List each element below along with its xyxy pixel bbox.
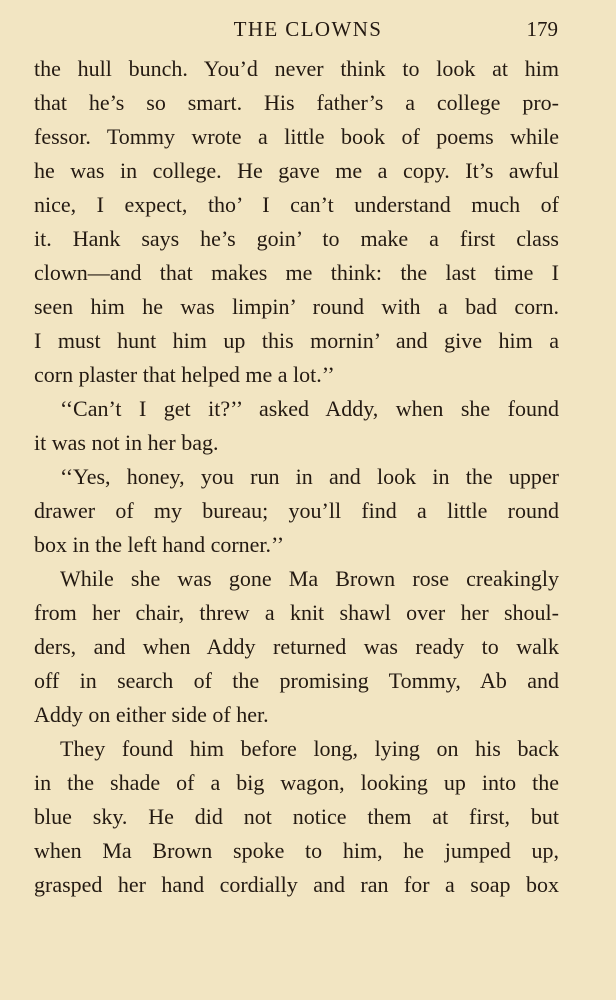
body-text [34, 52, 559, 902]
text-line: that he’s so smart. His father’s a college pro- [34, 90, 559, 115]
text-line: clown—and that makes me think: the last time I [34, 260, 559, 285]
text-line: I must hunt him up this mornin’ and give him a [34, 328, 559, 353]
text-line: he was in college. He gave me a copy. It’s awful [34, 158, 559, 183]
text-line: blue sky. He did not notice them at first, but [34, 804, 559, 829]
page-number: 179 [526, 17, 558, 41]
text-line: ‘‘Can’t I get it?’’ asked Addy, when she found [60, 396, 559, 421]
text-line: from her chair, threw a knit shawl over her shoul- [34, 600, 559, 625]
text-line: grasped her hand cordially and ran for a soap box [34, 872, 559, 897]
text-line: off in search of the promising Tommy, Ab and [34, 668, 559, 693]
text-line: Addy on either side of her. [34, 702, 269, 727]
text-line: seen him he was limpin’ round with a bad corn. [34, 294, 559, 319]
text-line: when Ma Brown spoke to him, he jumped up, [34, 838, 559, 863]
text-line: ders, and when Addy returned was ready to walk [34, 634, 559, 659]
text-line: it was not in her bag. [34, 430, 219, 455]
text-line: fessor. Tommy wrote a little book of poems while [34, 124, 559, 149]
text-line: ‘‘Yes, honey, you run in and look in the upper [60, 464, 559, 489]
text-line: While she was gone Ma Brown rose creakingly [60, 566, 559, 591]
text-line: corn plaster that helped me a lot.’’ [34, 362, 335, 387]
text-line: drawer of my bureau; you’ll find a little round [34, 498, 559, 523]
text-line: in the shade of a big wagon, looking up into the [34, 770, 559, 795]
text-line: box in the left hand corner.’’ [34, 532, 285, 557]
text-line: it. Hank says he’s goin’ to make a first class [34, 226, 559, 251]
text-line: They found him before long, lying on his back [60, 736, 559, 761]
chapter-title: THE CLOWNS [233, 17, 383, 41]
text-line: nice, I expect, tho’ I can’t understand much of [34, 192, 559, 217]
text-line: the hull bunch. You’d never think to look at him [34, 56, 559, 81]
running-head [0, 14, 616, 44]
